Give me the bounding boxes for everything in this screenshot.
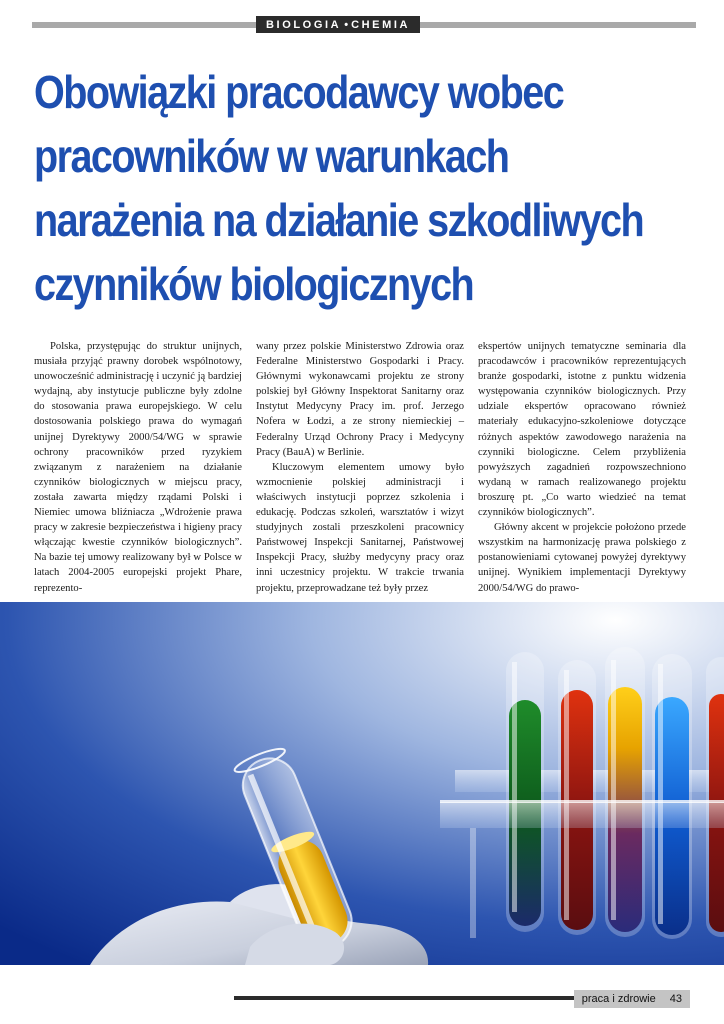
title-line-4: czynników biologicznych [34, 258, 474, 310]
article-title [34, 60, 644, 316]
section-label-chemia: CHEMIA [351, 18, 411, 31]
section-label-biologia: BIOLOGIA [266, 18, 342, 31]
section-separator: • [344, 18, 349, 31]
article-body [34, 339, 688, 595]
text-column-1 [34, 339, 242, 595]
text-column-2 [256, 339, 464, 595]
paragraph: ekspertów unijnych tematyczne seminaria dla pracodawców i pracowników reprezentujących branże gospodarki, istotne z punktu widzenia występowania czynników biologicznych. Przy udziale ekspertów opracowano również materiały edukacyjno-szkoleniowe dotyczące różnych aspektów zawodowego narażenia na czynniki biologiczne. Celem przybliżenia powyższych zagadnień rozpowszechniono wydaną w ramach realizowanego projektu broszurę pt. „Co warto wiedzieć na temat czynników biologicznych”. [478, 341, 686, 519]
paragraph: Kluczowym elementem umowy było wzmocnienie polskiej administracji i właściwych instytucji poprzez szkolenia i edukację. Podczas szkoleń, warsztatów i wizyt studyjnych zostali przeszkoleni pracownicy Państwowej Inspekcji Sanitarnej, Państwowej Inspekcji Pracy, służby medycyny pracy oraz inni uczestnicy projektu. W trakcie trwania projektu, przeprowadzane też były przez [256, 461, 464, 594]
paragraph: Polska, przystępując do struktur unijnych, musiała przyjąć prawny dorobek wspólnotowy, unowocześnić administrację i uczynić ją bardziej wydajną, aby instytucje publiczne były zdolne do stosowania prawa europejskiego. W celu dostosowania polskiego prawa do wymagań unijnej Dyrektywy 2000/54/WG w sprawie ochrony pracowników przed ryzykiem związanym z narażeniem na działanie czynników biologicznych w miejscu pracy, została zawarta między rządami Polski i Niemiec umowa bliźniacza „Wdrożenie prawa pracy w zakresie bezpieczeństwa i higieny pracy włączając kwestie czynników biologicznych”. Na bazie tej umowy realizowany był w Polsce w latach 2004-2005 europejski projekt Phare, reprezento- [34, 341, 242, 594]
title-line-1: Obowiązki pracodawcy wobec [34, 66, 564, 118]
section-header [256, 16, 420, 33]
paragraph: wany przez polskie Ministerstwo Zdrowia oraz Federalne Ministerstwo Gospodarki i Pracy. Głównymi wykonawcami projektu ze strony polskiej był Główny Inspektorat Sanitarny oraz Instytut Medycyny Pracy im. prof. Jerzego Nofera w Łodzi, a ze strony niemieckiej – Federalny Urząd Ochrony Pracy i Medycyny Pracy (BauA) w Berlinie. [256, 341, 464, 458]
footer-tab [574, 990, 690, 1008]
text-column-3 [478, 339, 686, 595]
paragraph: Główny akcent w projekcie położono przede wszystkim na harmonizację prawa polskiego z postanowieniami cytowanej powyżej dyrektywy unijnej. Wynikiem implementacji Dyrektywy 2000/54/WG do prawo- [478, 522, 686, 594]
title-line-2: pracowników w warunkach [34, 130, 509, 182]
magazine-name: praca i zdrowie [581, 993, 656, 1005]
title-line-3: narażenia na działanie szkodliwych [34, 194, 644, 246]
test-tubes-photo [0, 602, 724, 965]
page-number: 43 [669, 993, 682, 1005]
